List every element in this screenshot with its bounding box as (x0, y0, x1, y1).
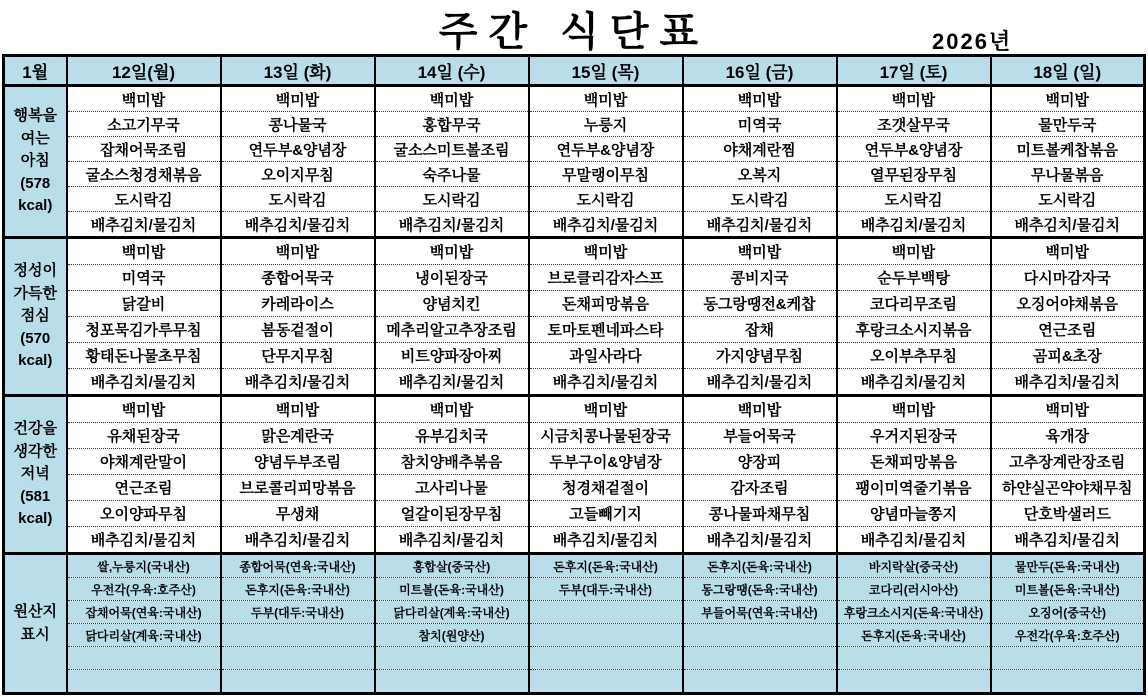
table-row (4, 291, 1145, 317)
section-label-line: 행복을 (13, 107, 57, 125)
meal-item-cell: 배추김치/물김치 (221, 369, 375, 396)
origin-cell (991, 670, 1145, 694)
table-row (4, 112, 1145, 137)
section-label-line: 아침 (20, 152, 50, 170)
origin-cell: 바지락살(중국산) (837, 554, 991, 578)
meal-item-cell: 종합어묵국 (221, 265, 375, 291)
meal-item-cell: 고들빼기지 (529, 501, 683, 527)
meal-item-cell: 두부구이&양념장 (529, 449, 683, 475)
meal-item-cell: 배추김치/물김치 (529, 212, 683, 238)
section-label-line: 표시 (20, 625, 50, 643)
meal-item-cell: 배추김치/물김치 (375, 369, 529, 396)
meal-item-cell: 양장피 (683, 449, 837, 475)
meal-item-cell: 고사리나물 (375, 475, 529, 501)
meal-item-cell: 누룽지 (529, 112, 683, 137)
day-header-wed: 14일 (수) (375, 56, 529, 86)
origin-cell (67, 647, 221, 670)
table-row (4, 343, 1145, 369)
origin-cell: 종합어묵(연육:국내산) (221, 554, 375, 578)
meal-item-cell: 야채계란말이 (67, 449, 221, 475)
meal-item-cell: 미역국 (67, 265, 221, 291)
meal-item-cell: 백미밥 (683, 238, 837, 265)
origin-cell: 우전각(우육:호주산) (67, 578, 221, 601)
section-label-line: 정성이 (13, 262, 57, 280)
origin-cell: 참치(원양산) (375, 624, 529, 647)
origin-cell (529, 670, 683, 694)
meal-item-cell: 오이부추무침 (837, 343, 991, 369)
table-row (4, 601, 1145, 624)
section-label-line: 점심 (20, 307, 50, 325)
meal-item-cell: 백미밥 (683, 86, 837, 112)
meal-item-cell: 백미밥 (375, 238, 529, 265)
meal-item-cell: 백미밥 (991, 86, 1145, 112)
meal-item-cell: 연근조림 (67, 475, 221, 501)
meal-item-cell: 무생채 (221, 501, 375, 527)
table-row (4, 187, 1145, 212)
meal-item-cell: 잡채어묵조림 (67, 137, 221, 162)
meal-item-cell: 도시락김 (529, 187, 683, 212)
origin-cell (683, 647, 837, 670)
origin-cell (529, 624, 683, 647)
origin-cell (529, 647, 683, 670)
meal-item-cell: 도시락김 (67, 187, 221, 212)
meal-item-cell: 배추김치/물김치 (837, 212, 991, 238)
meal-item-cell: 백미밥 (221, 238, 375, 265)
meal-item-cell: 배추김치/물김치 (991, 212, 1145, 238)
meal-item-cell: 맑은계란국 (221, 423, 375, 449)
meal-item-cell: 백미밥 (375, 396, 529, 423)
table-row (4, 449, 1145, 475)
meal-item-cell: 메추리알고추장조림 (375, 317, 529, 343)
section-label-line: 원산지 (13, 603, 57, 620)
meal-item-cell: 도시락김 (221, 187, 375, 212)
meal-item-cell: 연근조림 (991, 317, 1145, 343)
meal-item-cell: 콩나물국 (221, 112, 375, 137)
meal-item-cell: 배추김치/물김치 (991, 527, 1145, 554)
origin-cell (375, 647, 529, 670)
table-row (4, 265, 1145, 291)
meal-item-cell: 순두부백탕 (837, 265, 991, 291)
origin-cell: 우전각(우육:호주산) (991, 624, 1145, 647)
table-row (4, 578, 1145, 601)
day-header-mon: 12일(월) (67, 56, 221, 86)
meal-item-cell: 백미밥 (375, 86, 529, 112)
meal-item-cell: 유부김치국 (375, 423, 529, 449)
table-row (4, 396, 1145, 423)
meal-item-cell: 백미밥 (991, 238, 1145, 265)
meal-item-cell: 단호박샐러드 (991, 501, 1145, 527)
table-row (4, 647, 1145, 670)
meal-item-cell: 배추김치/물김치 (529, 527, 683, 554)
meal-item-cell: 카레라이스 (221, 291, 375, 317)
meal-item-cell: 연두부&양념장 (837, 137, 991, 162)
origin-cell: 두부(대두:국내산) (529, 578, 683, 601)
meal-item-cell: 백미밥 (683, 396, 837, 423)
origin-cell (221, 624, 375, 647)
meal-item-cell: 배추김치/물김치 (683, 369, 837, 396)
table-row (4, 86, 1145, 112)
meal-item-cell: 고추장계란장조림 (991, 449, 1145, 475)
meal-item-cell: 열무된장무침 (837, 162, 991, 187)
meal-item-cell: 토마토펜네파스타 (529, 317, 683, 343)
table-row (4, 238, 1145, 265)
page-title: 주간 식단표 (438, 10, 710, 54)
meal-item-cell: 냉이된장국 (375, 265, 529, 291)
origin-cell: 코다리(러시아산) (837, 578, 991, 601)
meal-item-cell: 오징어야채볶음 (991, 291, 1145, 317)
meal-item-cell: 유채된장국 (67, 423, 221, 449)
meal-plan-table (2, 54, 1146, 695)
section-label-breakfast (4, 86, 67, 238)
meal-item-cell: 백미밥 (529, 396, 683, 423)
origin-cell (529, 601, 683, 624)
meal-item-cell: 동그랑땡전&케찹 (683, 291, 837, 317)
meal-item-cell: 단무지무침 (221, 343, 375, 369)
meal-item-cell: 브로클리감자스프 (529, 265, 683, 291)
day-header-fri: 16일 (금) (683, 56, 837, 86)
meal-item-cell: 팽이미역줄기볶음 (837, 475, 991, 501)
section-label-origin (4, 554, 67, 694)
meal-item-cell: 배추김치/물김치 (991, 369, 1145, 396)
meal-item-cell: 청경채겉절이 (529, 475, 683, 501)
table-row (4, 624, 1145, 647)
month-header: 1월 (4, 56, 67, 86)
meal-item-cell: 비트양파장아찌 (375, 343, 529, 369)
origin-cell: 닭다리살(계육:국내산) (67, 624, 221, 647)
table-row (4, 212, 1145, 238)
meal-item-cell: 배추김치/물김치 (837, 369, 991, 396)
section-label-line: 건강을 (13, 420, 57, 438)
meal-item-cell: 과일사라다 (529, 343, 683, 369)
table-row (4, 527, 1145, 554)
meal-item-cell: 연두부&양념장 (221, 137, 375, 162)
origin-cell: 후랑크소시지(돈육:국내산) (837, 601, 991, 624)
section-label-line: 가득한 (13, 284, 57, 302)
origin-cell: 닭다리살(계육:국내산) (375, 601, 529, 624)
meal-item-cell: 배추김치/물김치 (683, 212, 837, 238)
meal-item-cell: 조갯살무국 (837, 112, 991, 137)
meal-item-cell: 도시락김 (991, 187, 1145, 212)
meal-item-cell: 백미밥 (529, 86, 683, 112)
origin-cell (683, 624, 837, 647)
meal-item-cell: 백미밥 (67, 86, 221, 112)
meal-item-cell: 물만두국 (991, 112, 1145, 137)
meal-item-cell: 우거지된장국 (837, 423, 991, 449)
table-row (4, 317, 1145, 343)
meal-item-cell: 곰피&초장 (991, 343, 1145, 369)
section-label-line: (570 (20, 329, 51, 347)
origin-cell: 부들어묵(연육:국내산) (683, 601, 837, 624)
origin-cell: 돈후지(돈육:국내산) (529, 554, 683, 578)
meal-item-cell: 육개장 (991, 423, 1145, 449)
origin-cell: 쌀,누룽지(국내산) (67, 554, 221, 578)
meal-item-cell: 야채계란찜 (683, 137, 837, 162)
meal-item-cell: 오복지 (683, 162, 837, 187)
meal-item-cell: 다시마감자국 (991, 265, 1145, 291)
meal-item-cell: 코다리무조림 (837, 291, 991, 317)
meal-item-cell: 배추김치/물김치 (529, 369, 683, 396)
year-label: 2026년 (932, 29, 1013, 54)
meal-item-cell: 콩비지국 (683, 265, 837, 291)
meal-item-cell: 배추김치/물김치 (375, 212, 529, 238)
meal-item-cell: 숙주나물 (375, 162, 529, 187)
meal-item-cell: 배추김치/물김치 (375, 527, 529, 554)
meal-item-cell: 무나물볶음 (991, 162, 1145, 187)
section-label-line: 저녁 (20, 465, 50, 483)
meal-item-cell: 배추김치/물김치 (837, 527, 991, 554)
origin-cell (837, 670, 991, 694)
meal-item-cell: 배추김치/물김치 (67, 527, 221, 554)
table-row (4, 369, 1145, 396)
meal-item-cell: 양념치킨 (375, 291, 529, 317)
meal-item-cell: 백미밥 (221, 86, 375, 112)
meal-item-cell: 감자조림 (683, 475, 837, 501)
meal-item-cell: 돈채피망볶음 (529, 291, 683, 317)
origin-cell: 돈후지(돈육:국내산) (837, 624, 991, 647)
origin-cell (375, 670, 529, 694)
origin-cell: 돈후지(돈육:국내산) (221, 578, 375, 601)
meal-item-cell: 부들어묵국 (683, 423, 837, 449)
origin-cell: 돈후지(돈육:국내산) (683, 554, 837, 578)
section-label-line: 생각한 (13, 442, 57, 460)
meal-item-cell: 연두부&양념장 (529, 137, 683, 162)
section-label-dinner (4, 396, 67, 554)
origin-cell: 잡채어묵(연육:국내산) (67, 601, 221, 624)
meal-item-cell: 백미밥 (221, 396, 375, 423)
section-label-line: 여는 (20, 129, 50, 147)
meal-item-cell: 브로콜리피망볶음 (221, 475, 375, 501)
origin-cell (221, 670, 375, 694)
meal-item-cell: 굴소스청경채볶음 (67, 162, 221, 187)
meal-item-cell: 무말랭이무침 (529, 162, 683, 187)
meal-item-cell: 콩나물파채무침 (683, 501, 837, 527)
origin-cell: 오징어(중국산) (991, 601, 1145, 624)
meal-item-cell: 배추김치/물김치 (67, 369, 221, 396)
origin-cell: 홍합살(중국산) (375, 554, 529, 578)
meal-item-cell: 참치양배추볶음 (375, 449, 529, 475)
origin-cell: 미트볼(돈육:국내산) (991, 578, 1145, 601)
meal-item-cell: 도시락김 (837, 187, 991, 212)
meal-item-cell: 도시락김 (375, 187, 529, 212)
origin-cell: 두부(대두:국내산) (221, 601, 375, 624)
table-row (4, 501, 1145, 527)
meal-item-cell: 홍합무국 (375, 112, 529, 137)
meal-item-cell: 배추김치/물김치 (221, 212, 375, 238)
meal-item-cell: 백미밥 (991, 396, 1145, 423)
meal-item-cell: 배추김치/물김치 (683, 527, 837, 554)
meal-item-cell: 미역국 (683, 112, 837, 137)
meal-item-cell: 닭갈비 (67, 291, 221, 317)
table-row (4, 162, 1145, 187)
day-header-sat: 17일 (토) (837, 56, 991, 86)
day-header-sun: 18일 (일) (991, 56, 1145, 86)
meal-item-cell: 오이지무침 (221, 162, 375, 187)
meal-item-cell: 도시락김 (683, 187, 837, 212)
day-header-thu: 15일 (목) (529, 56, 683, 86)
meal-item-cell: 청포묵김가루무침 (67, 317, 221, 343)
meal-item-cell: 하얀실곤약야채무침 (991, 475, 1145, 501)
origin-cell (221, 647, 375, 670)
origin-cell (991, 647, 1145, 670)
meal-item-cell: 백미밥 (837, 86, 991, 112)
meal-item-cell: 잡채 (683, 317, 837, 343)
meal-item-cell: 오이양파무침 (67, 501, 221, 527)
origin-cell: 물만두(돈육:국내산) (991, 554, 1145, 578)
meal-item-cell: 배추김치/물김치 (221, 527, 375, 554)
meal-item-cell: 백미밥 (529, 238, 683, 265)
section-label-line: kcal) (18, 197, 53, 215)
meal-item-cell: 굴소스미트볼조림 (375, 137, 529, 162)
origin-cell (683, 670, 837, 694)
meal-item-cell: 백미밥 (837, 238, 991, 265)
section-label-lunch (4, 238, 67, 396)
meal-item-cell: 후랑크소시지볶음 (837, 317, 991, 343)
section-label-line: kcal) (18, 510, 53, 528)
meal-item-cell: 돈채피망볶음 (837, 449, 991, 475)
meal-item-cell: 가지양념무침 (683, 343, 837, 369)
meal-item-cell: 시금치콩나물된장국 (529, 423, 683, 449)
table-row (4, 423, 1145, 449)
meal-item-cell: 백미밥 (67, 238, 221, 265)
section-label-line: (581 (20, 487, 51, 505)
meal-item-cell: 얼갈이된장무침 (375, 501, 529, 527)
section-label-line: kcal) (18, 352, 53, 370)
meal-item-cell: 백미밥 (837, 396, 991, 423)
day-header-row (4, 56, 1145, 86)
origin-cell (67, 670, 221, 694)
day-header-tue: 13일 (화) (221, 56, 375, 86)
meal-item-cell: 봄동겉절이 (221, 317, 375, 343)
table-row (4, 670, 1145, 694)
table-row (4, 554, 1145, 578)
origin-cell: 미트볼(돈육:국내산) (375, 578, 529, 601)
meal-item-cell: 양념두부조림 (221, 449, 375, 475)
table-row (4, 475, 1145, 501)
origin-cell (837, 647, 991, 670)
meal-item-cell: 양념마늘쫑지 (837, 501, 991, 527)
meal-item-cell: 배추김치/물김치 (67, 212, 221, 238)
meal-item-cell: 백미밥 (67, 396, 221, 423)
origin-cell: 동그랑땡(돈육:국내산) (683, 578, 837, 601)
meal-item-cell: 소고기무국 (67, 112, 221, 137)
table-row (4, 137, 1145, 162)
meal-item-cell: 미트볼케찹볶음 (991, 137, 1145, 162)
meal-item-cell: 황태돈나물초무침 (67, 343, 221, 369)
section-label-line: (578 (20, 174, 51, 192)
